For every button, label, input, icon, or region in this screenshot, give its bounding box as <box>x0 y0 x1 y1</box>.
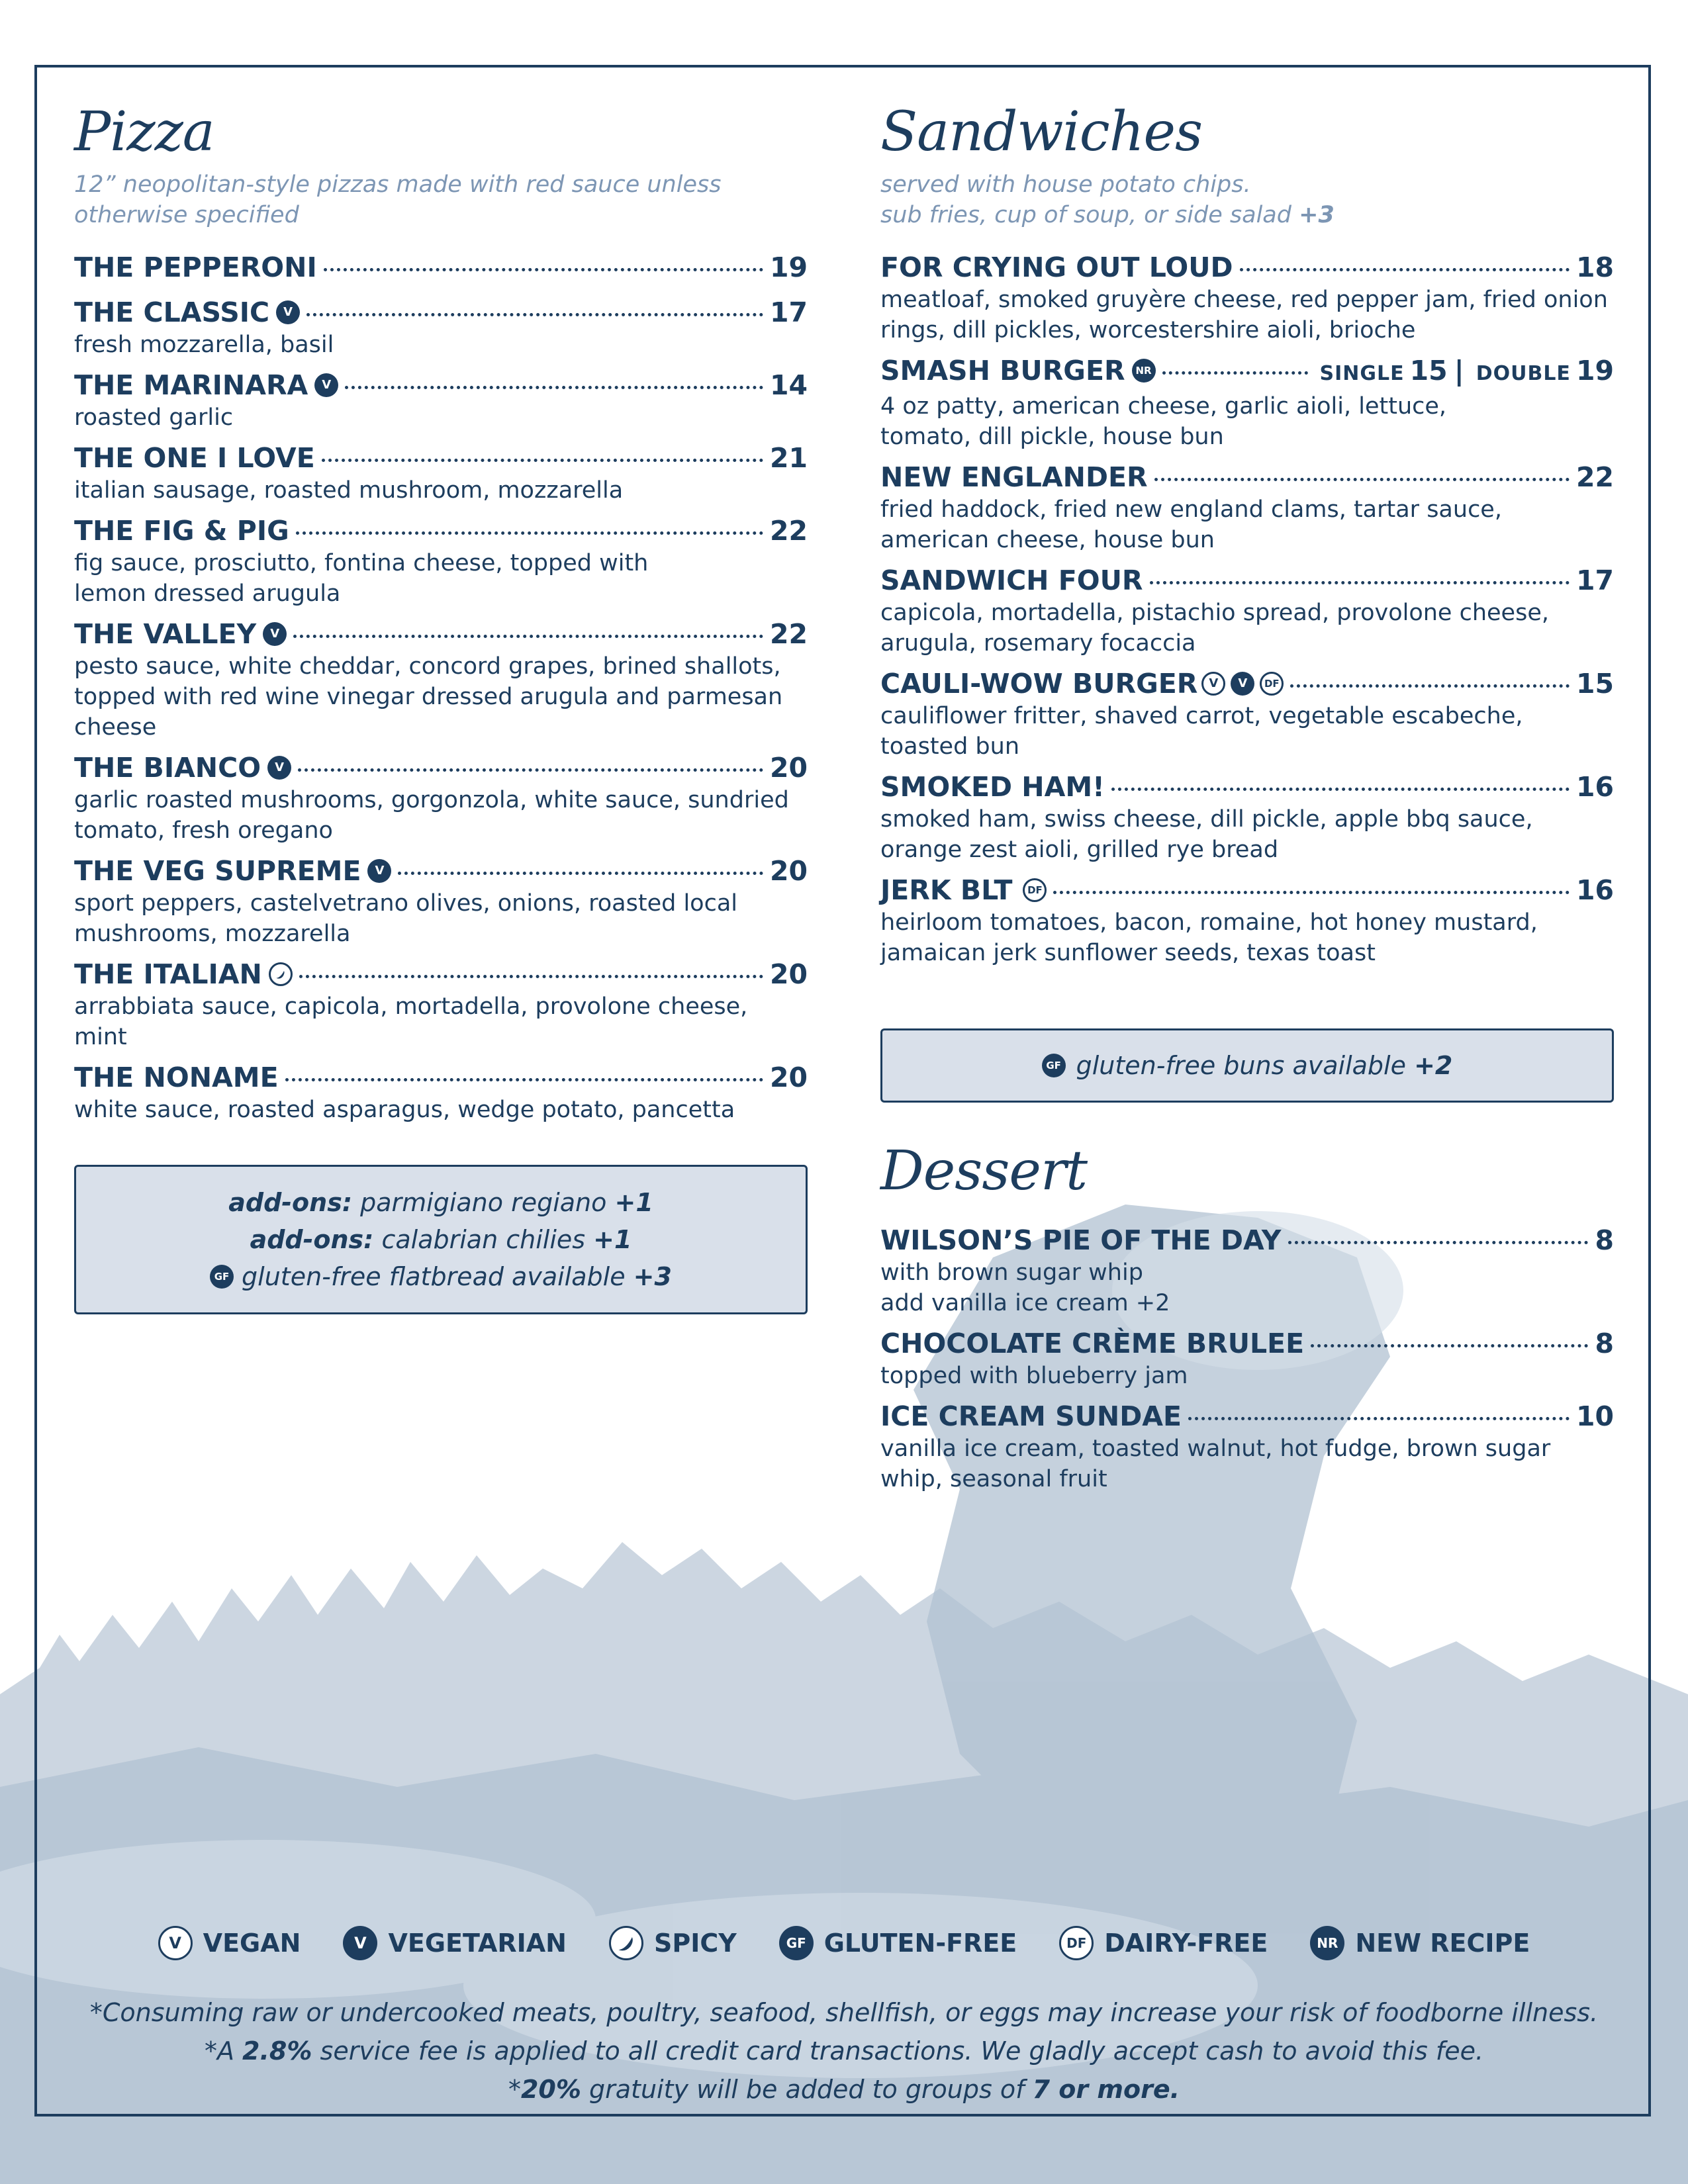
legend-item-vegetarian <box>343 1926 567 1960</box>
item-name: THE MARINARA <box>74 369 308 401</box>
item-price: 20 <box>769 958 808 990</box>
leader-dots <box>1188 1417 1570 1420</box>
item-price: 17 <box>1575 565 1614 596</box>
item-name: FOR CRYING OUT LOUD <box>880 251 1233 283</box>
menu-item <box>74 511 808 609</box>
item-name: JERK BLT <box>880 874 1013 906</box>
double-label: DOUBLE <box>1476 362 1571 385</box>
menu-item <box>880 457 1614 555</box>
dairy-free-icon: DF <box>1260 672 1284 696</box>
menu-item <box>74 614 808 743</box>
leader-dots <box>1240 268 1570 271</box>
footer-text: service fee is applied to all credit card transactions. We gladly accept cash to avoid this fee. <box>320 2036 1484 2066</box>
vegetarian-icon: V <box>343 1926 377 1960</box>
item-price: 22 <box>1575 461 1614 493</box>
gluten-free-icon: GF <box>1042 1054 1066 1077</box>
addon-line <box>76 1258 806 1295</box>
item-price: 8 <box>1595 1328 1614 1359</box>
item-name: ICE CREAM SUNDAE <box>880 1400 1182 1432</box>
leader-dots <box>398 872 763 875</box>
leader-dots <box>1150 581 1570 584</box>
legend-label: NEW RECIPE <box>1355 1929 1530 1958</box>
leader-dots <box>1154 478 1570 481</box>
item-name: THE BIANCO <box>74 752 261 784</box>
item-name: THE NONAME <box>74 1062 279 1093</box>
leader-dots <box>1111 788 1570 791</box>
item-name: THE ONE I LOVE <box>74 442 315 474</box>
pizza-subtitle: 12” neopolitan-style pizzas made with red sauce unless otherwise specified <box>74 171 722 228</box>
leader-dots <box>296 531 763 535</box>
menu-item <box>880 767 1614 865</box>
leader-dots <box>1053 891 1570 894</box>
double-price: 19 <box>1575 355 1614 387</box>
item-price: 16 <box>1575 874 1614 906</box>
leader-dots <box>1288 1241 1589 1244</box>
leader-dots <box>345 386 763 389</box>
leader-dots <box>306 313 763 316</box>
item-description: add vanilla ice cream +2 <box>880 1290 1170 1316</box>
addon-label: add-ons: <box>250 1225 374 1254</box>
item-name: THE VEG SUPREME <box>74 855 361 887</box>
item-price: 20 <box>769 855 808 887</box>
item-price: 22 <box>769 515 808 547</box>
single-label: SINGLE <box>1319 362 1405 385</box>
menu-item <box>880 1396 1614 1494</box>
addon-line <box>76 1221 806 1258</box>
leader-dots <box>285 1078 763 1081</box>
new-recipe-icon: NR <box>1132 359 1156 383</box>
leader-dots <box>1290 684 1570 688</box>
addon-price: +1 <box>614 1188 653 1217</box>
spicy-icon <box>609 1926 643 1960</box>
item-price: 17 <box>769 296 808 328</box>
item-price: 8 <box>1595 1224 1614 1256</box>
pizza-section <box>74 99 808 1291</box>
item-name: THE ITALIAN <box>74 958 262 990</box>
legend-label: VEGETARIAN <box>388 1929 567 1958</box>
menu-item <box>74 293 808 360</box>
menu-item <box>880 561 1614 659</box>
legend-item-gluten-free <box>779 1926 1017 1960</box>
legend-label: VEGAN <box>203 1929 301 1958</box>
item-name: THE CLASSIC <box>74 296 270 328</box>
gluten-free-icon: GF <box>779 1926 814 1960</box>
legend-label: GLUTEN-FREE <box>823 1929 1017 1958</box>
item-price: 10 <box>1575 1400 1614 1432</box>
gf-price: +2 <box>1414 1051 1453 1080</box>
leader-dots <box>1311 1344 1588 1347</box>
subtitle-text: sub fries, cup of soup, or side salad <box>880 202 1291 228</box>
item-description: smoked ham, swiss cheese, dill pickle, apple bbq sauce, orange zest aioli, grilled rye bread <box>880 806 1533 863</box>
sandwiches-subtitle <box>880 169 1614 230</box>
item-name: THE VALLEY <box>74 618 257 650</box>
item-name: THE FIG & PIG <box>74 515 289 547</box>
vegetarian-icon: V <box>263 622 287 646</box>
item-description: arrabbiata sauce, capicola, mortadella, provolone cheese, mint <box>74 993 748 1050</box>
vegetarian-icon: V <box>367 859 391 883</box>
footer-notes <box>0 1993 1688 2109</box>
item-description: vanilla ice cream, toasted walnut, hot fudge, brown sugar whip, seasonal fruit <box>880 1435 1551 1492</box>
menu-item <box>74 851 808 949</box>
item-name: SANDWICH FOUR <box>880 565 1143 596</box>
item-description: fresh mozzarella, basil <box>74 332 334 358</box>
footer-line <box>0 2070 1688 2109</box>
vegan-icon: V <box>1201 672 1225 696</box>
item-description: topped with blueberry jam <box>880 1363 1188 1389</box>
menu-item <box>74 248 808 287</box>
legend-label: DAIRY-FREE <box>1104 1929 1268 1958</box>
legend-item-dairy-free <box>1059 1926 1268 1960</box>
item-name: CHOCOLATE CRÈME BRULEE <box>880 1328 1305 1359</box>
menu-item <box>74 954 808 1052</box>
footer-emphasis: 7 or more. <box>1032 2075 1180 2104</box>
item-price: 20 <box>769 752 808 784</box>
menu-item <box>74 365 808 433</box>
subtitle-line <box>880 200 1614 230</box>
single-price: 15 <box>1409 355 1448 387</box>
leader-dots <box>322 459 763 462</box>
dessert-heading: Dessert <box>880 1140 1088 1203</box>
item-description: cauliflower fritter, shaved carrot, vegetable escabeche, toasted bun <box>880 703 1523 760</box>
footer-line <box>0 2032 1688 2070</box>
item-price: 16 <box>1575 771 1614 803</box>
footer-line: *Consuming raw or undercooked meats, poultry, seafood, shellfish, or eggs may increase your risk of foodborne illness. <box>89 1998 1599 2027</box>
item-description: 4 oz patty, american cheese, garlic aioli, lettuce, tomato, dill pickle, house bun <box>880 393 1447 450</box>
item-name: SMASH BURGER <box>880 355 1125 387</box>
vegetarian-icon: V <box>267 756 291 780</box>
footer-text: *A <box>204 2036 234 2066</box>
item-description: italian sausage, roasted mushroom, mozzarella <box>74 477 624 504</box>
price-separator: | <box>1454 355 1464 387</box>
dessert-section <box>880 1138 1614 1500</box>
sandwiches-section <box>880 99 1614 1492</box>
footer-emphasis: 2.8% <box>242 2036 312 2066</box>
item-name: THE PEPPERONI <box>74 251 317 283</box>
item-price: 15 <box>1575 668 1614 700</box>
menu-item <box>880 351 1614 452</box>
item-price: 18 <box>1575 251 1614 283</box>
leader-dots <box>298 768 763 772</box>
leader-dots <box>1162 371 1308 375</box>
leader-dots <box>299 975 763 978</box>
addon-label: add-ons: <box>228 1188 353 1217</box>
item-description: white sauce, roasted asparagus, wedge potato, pancetta <box>74 1097 735 1123</box>
vegetarian-icon: V <box>314 373 338 397</box>
item-description: sport peppers, castelvetrano olives, onions, roasted local mushrooms, mozzarella <box>74 890 737 947</box>
addon-text: gluten-free flatbread available <box>242 1262 626 1291</box>
spicy-icon <box>269 962 293 986</box>
dietary-legend <box>0 1926 1688 1960</box>
subtitle-price: +3 <box>1299 202 1335 228</box>
item-name: CAULI-WOW BURGER <box>880 668 1198 700</box>
item-name: SMOKED HAM! <box>880 771 1105 803</box>
gluten-free-buns-box <box>880 1028 1614 1103</box>
dairy-free-icon: DF <box>1059 1926 1094 1960</box>
sandwiches-heading: Sandwiches <box>880 101 1203 163</box>
addon-price: +3 <box>633 1262 672 1291</box>
item-description: heirloom tomatoes, bacon, romaine, hot honey mustard, jamaican jerk sunflower seeds, texas toast <box>880 909 1538 966</box>
item-description: meatloaf, smoked gruyère cheese, red pepper jam, fried onion rings, dill pickles, worcestershire aioli, brioche <box>880 287 1608 343</box>
legend-item-new-recipe <box>1310 1926 1530 1960</box>
menu-item <box>74 1058 808 1125</box>
item-description: fig sauce, prosciutto, fontina cheese, topped with lemon dressed arugula <box>74 550 649 607</box>
addon-text: calabrian chilies <box>381 1225 586 1254</box>
item-description: roasted garlic <box>74 404 234 431</box>
vegetarian-icon: V <box>276 300 300 324</box>
leader-dots <box>293 635 763 638</box>
gluten-free-icon: GF <box>210 1265 234 1289</box>
item-description: pesto sauce, white cheddar, concord grapes, brined shallots, topped with red wine vinegar dressed arugula and parmesan cheese <box>74 653 783 741</box>
item-price: 21 <box>769 442 808 474</box>
item-price: 20 <box>769 1062 808 1093</box>
dairy-free-icon: DF <box>1023 878 1047 902</box>
menu-item <box>880 870 1614 968</box>
new-recipe-icon: NR <box>1310 1926 1344 1960</box>
legend-label: SPICY <box>653 1929 737 1958</box>
subtitle-line: served with house potato chips. <box>880 171 1251 198</box>
footer-emphasis: 20% <box>520 2075 581 2104</box>
footer-text: * <box>508 2075 521 2104</box>
gf-text: gluten-free buns available <box>1076 1051 1406 1080</box>
addon-price: +1 <box>593 1225 632 1254</box>
vegan-icon: V <box>158 1926 193 1960</box>
addon-text: parmigiano regiano <box>360 1188 607 1217</box>
item-description: with brown sugar whip <box>880 1259 1143 1286</box>
item-description: garlic roasted mushrooms, gorgonzola, white sauce, sundried tomato, fresh oregano <box>74 787 789 844</box>
item-price: 19 <box>769 251 808 283</box>
menu-item <box>880 1324 1614 1391</box>
leader-dots <box>324 268 763 271</box>
addon-line <box>76 1184 806 1221</box>
legend-item-spicy <box>609 1926 737 1960</box>
menu-item <box>880 248 1614 345</box>
footer-text: gratuity will be added to groups of <box>589 2075 1025 2104</box>
item-price: 14 <box>769 369 808 401</box>
item-description: capicola, mortadella, pistachio spread, provolone cheese, arugula, rosemary focaccia <box>880 600 1549 657</box>
menu-item <box>74 748 808 846</box>
legend-item-vegan <box>158 1926 301 1960</box>
item-price: 22 <box>769 618 808 650</box>
pizza-addons-box <box>74 1165 808 1314</box>
item-description: fried haddock, fried new england clams, tartar sauce, american cheese, house bun <box>880 496 1502 553</box>
menu-item <box>880 664 1614 762</box>
menu-item <box>880 1220 1614 1318</box>
item-name: WILSON’S PIE OF THE DAY <box>880 1224 1282 1256</box>
item-name: NEW ENGLANDER <box>880 461 1148 493</box>
menu-item <box>74 438 808 506</box>
vegetarian-icon: V <box>1231 672 1254 696</box>
pizza-heading: Pizza <box>74 101 214 163</box>
